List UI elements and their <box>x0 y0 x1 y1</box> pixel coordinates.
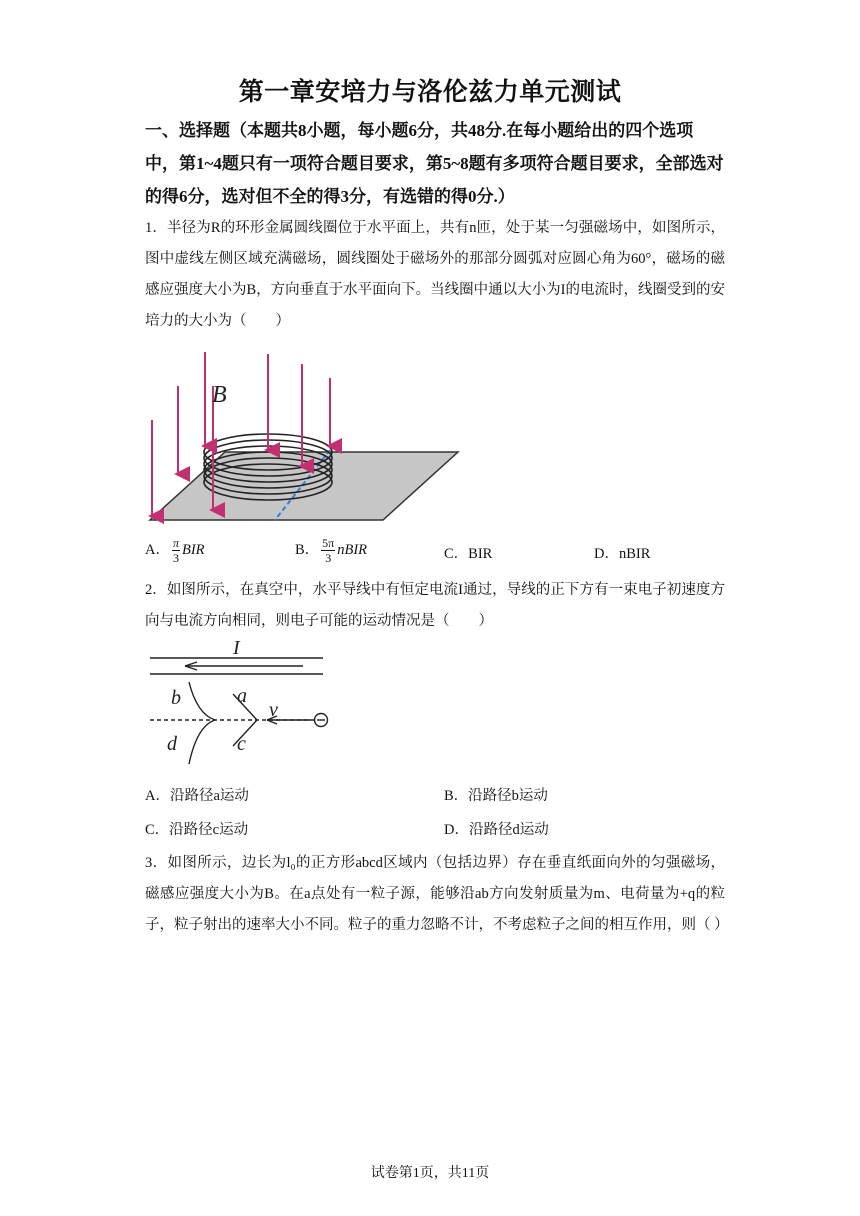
q2-option-b[interactable]: B．沿路径b运动 <box>444 788 548 804</box>
page-footer: 试卷第1页，共11页 <box>370 1166 490 1181</box>
q2-option-d[interactable]: D．沿路径d运动 <box>444 822 549 838</box>
q1-option-c[interactable]: C．BIR <box>444 546 493 562</box>
q2-figure-wire-and-electron <box>145 637 335 770</box>
path-d <box>189 720 215 764</box>
horizontal-plane <box>150 452 458 520</box>
q1-option-d[interactable]: D．nBIR <box>594 546 651 562</box>
label-c: c <box>237 733 246 755</box>
fraction: $\frac{\pi}{3}$ <box>172 536 179 565</box>
label-I: I <box>233 637 240 659</box>
q1-option-b[interactable]: B． $\frac{5\pi}{3}$ nBIR <box>295 536 368 565</box>
label-v: v <box>269 699 278 721</box>
fraction: $\frac{5\pi}{3}$ <box>322 536 335 565</box>
path-b <box>189 682 215 720</box>
section-heading: 一、选择题（本题共8小题，每小题6分，共48分.在每小题给出的四个选项中，第1~4题只有一项符合题目要求，第5~8题有多项符合题目要求，全部选对的得6分，选对但不全的得3分，有选错的得0分.） <box>145 121 724 206</box>
label-a: a <box>237 685 247 707</box>
question-3-text: 3．如图所示，边长为l₀的正方形abcd区域内（包括边界）存在垂直纸面向外的匀强磁场，磁感应强度大小为B。在a点处有一粒子源，能够沿ab方向发射质量为m、电荷量为+q的粒子，粒子射出的速率大小不同。粒子的重力忽略不计，不考虑粒子之间的相互作用，则（ ） <box>145 855 729 933</box>
question-2-text: 2．如图所示，在真空中，水平导线中有恒定电流I通过，导线的正下方有一束电子初速度方向与电流方向相同，则电子可能的运动情况是（ ） <box>145 582 725 629</box>
q1-option-a[interactable]: A． $\frac{\pi}{3}$ BIR <box>145 536 205 565</box>
q2-option-a[interactable]: A．沿路径a运动 <box>145 788 249 804</box>
q2-option-c[interactable]: C．沿路径c运动 <box>145 822 249 838</box>
question-1-text: 1．半径为R的环形金属圆线圈位于水平面上，共有n匝，处于某一匀强磁场中，如图所示，图中虚线左侧区域充满磁场，圆线圈处于磁场外的那部分圆弧对应圆心角为60°，磁场的磁感应强度大小为B，方向垂直于水平面向下。当线圈中通以大小为I的电流时，线圈受到的安培力的大小为（ ） <box>145 220 725 329</box>
label-d: d <box>167 733 177 755</box>
q1-figure-coil-in-field <box>140 350 470 525</box>
field-label-B: B <box>212 382 227 408</box>
label-b: b <box>171 687 181 709</box>
page-title: 第一章安培力与洛伦兹力单元测试 <box>238 79 622 106</box>
